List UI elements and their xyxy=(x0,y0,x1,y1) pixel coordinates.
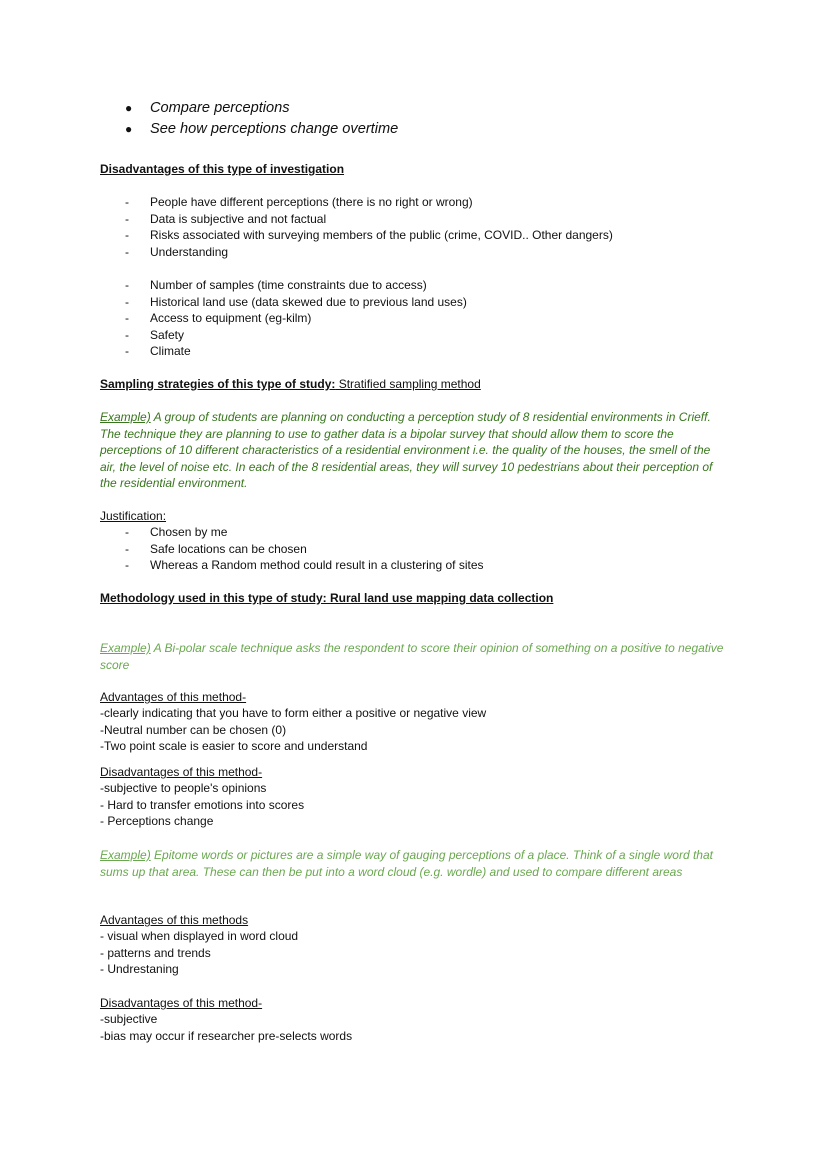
advantages-block-1 xyxy=(100,689,730,755)
bullet-dot-icon: ● xyxy=(125,101,133,115)
list-item: - Chosen by me xyxy=(125,525,228,539)
disadvantages-list-2 xyxy=(125,277,467,360)
disadvantages-block-1 xyxy=(100,764,730,830)
intro-bullet: ● See how perceptions change overtime xyxy=(125,119,398,140)
justification-label: Justification: xyxy=(100,509,167,523)
list-item: - Perceptions change xyxy=(100,814,214,829)
list-item: -Neutral number can be chosen (0) xyxy=(100,722,287,737)
list-item: - Understanding xyxy=(125,244,229,259)
list-item: - Undrestaning xyxy=(100,962,179,977)
disadvantages-label: Disadvantages of this method- xyxy=(100,996,263,1010)
intro-bullet-list xyxy=(125,98,398,139)
list-item: - Historical land use (data skewed due to previous land uses) xyxy=(125,294,467,309)
disadvantages-label: Disadvantages of this method- xyxy=(100,765,263,779)
list-item: - Climate xyxy=(125,344,191,358)
list-item: - visual when displayed in word cloud xyxy=(100,929,299,944)
disadvantages-list-1 xyxy=(125,194,613,260)
list-item: - People have different perceptions (there is no right or wrong) xyxy=(125,195,473,209)
methodology-heading: Methodology used in this type of study: Rural land use mapping data collection xyxy=(100,591,554,605)
list-item: - Access to equipment (eg-kilm) xyxy=(125,311,312,325)
justification-list xyxy=(125,524,484,574)
list-item: - Whereas a Random method could result in a clustering of sites xyxy=(125,558,484,572)
list-item: - Risks associated with surveying members of the public (crime, COVID.. Other dangers) xyxy=(125,228,613,242)
disadvantages-heading: Disadvantages of this type of investigation xyxy=(100,162,345,176)
list-item: - Data is subjective and not factual xyxy=(125,211,327,226)
disadvantages-block-2 xyxy=(100,995,730,1044)
methodology-example-1: Example) A Bi-polar scale technique asks the respondent to score their opinion of something on a positive to negative score xyxy=(100,641,724,672)
sampling-heading: Sampling strategies of this type of study: Stratified sampling method xyxy=(100,377,481,391)
list-item: - Hard to transfer emotions into scores xyxy=(100,797,305,812)
bullet-dot-icon: ● xyxy=(125,121,133,136)
list-item: - patterns and trends xyxy=(100,945,211,960)
list-item: - Safe locations can be chosen xyxy=(125,541,307,556)
intro-bullet: ● Compare perceptions xyxy=(125,98,398,119)
list-item: - Number of samples (time constraints due to access) xyxy=(125,278,427,292)
list-item: -subjective xyxy=(100,1012,158,1027)
list-item: -clearly indicating that you have to form either a positive or negative view xyxy=(100,706,487,721)
list-item: - Safety xyxy=(125,327,185,342)
advantages-block-2 xyxy=(100,912,730,978)
advantages-label: Advantages of this method- xyxy=(100,690,247,704)
methodology-example-2: Example) Epitome words or pictures are a simple way of gauging perceptions of a place. Think of a single word that sums up that area. These can then be put into a word cloud (e.g. wordle) and used to compare different areas xyxy=(100,848,713,879)
list-item: -subjective to people's opinions xyxy=(100,781,267,796)
list-item: -bias may occur if researcher pre-selects words xyxy=(100,1028,353,1043)
sampling-example: Example) A group of students are planning on conducting a perception study of 8 residential environments in Crieff. The technique they are planning to use to gather data is a bipolar survey that should allow them to score the perceptions of 10 different characteristics of a residential environment i.e. the quality of the houses, the smell of the air, the level of noise etc. In each of the 8 residential areas, they will survey 10 pedestrians about their perception of the residential environment. xyxy=(100,410,713,490)
advantages-label: Advantages of this methods xyxy=(100,913,249,927)
list-item: -Two point scale is easier to score and understand xyxy=(100,739,368,754)
